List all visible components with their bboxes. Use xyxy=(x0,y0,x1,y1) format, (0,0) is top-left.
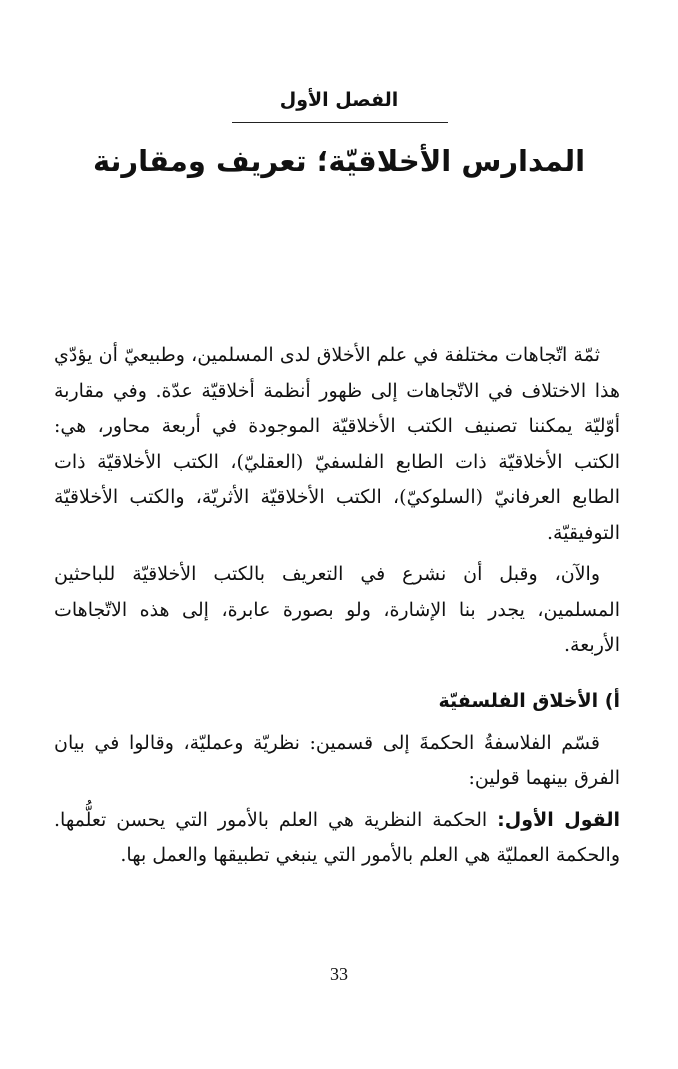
chapter-title: المدارس الأخلاقيّة؛ تعريف ومقارنة xyxy=(92,144,586,178)
chapter-label: الفصل الأول xyxy=(279,89,399,111)
page-number: 33 xyxy=(330,964,348,984)
first-saying-text: الحكمة النظرية هي العلم بالأمور التي يحسن تعلُّمها. والحكمة العمليّة هي العلم بالأمور التي ينبغي تطبيقها والعمل بها. xyxy=(54,808,620,866)
section-heading: أ) الأخلاق الفلسفيّة xyxy=(438,689,620,712)
first-saying-label: القول الأول: xyxy=(497,808,620,831)
chapter-divider xyxy=(232,122,448,123)
body-text xyxy=(54,338,620,874)
paragraph-transition: والآن، وقبل أن نشرع في التعريف بالكتب الأخلاقيّة للباحثين المسلمين، يجدر بنا الإشارة، ولو بصورة عابرة، إلى هذه الاتّجاهات الأربعة. xyxy=(54,563,620,656)
paragraph-intro: ثمّة اتّجاهات مختلفة في علم الأخلاق لدى المسلمين، وطبيعيّ أن يؤدّي هذا الاختلاف في الاتّجاهات إلى ظهور أنظمة أخلاقيّة عدّة. وفي مقاربة أوّليّة يمكننا تصنيف الكتب الأخلاقيّة الموجودة في أربعة محاور، هي: الكتب الأخلاقيّة ذات الطابع الفلسفيّ (العقليّ)، الكتب الأخلاقيّة ذات الطابع العرفانيّ (السلوكيّ)، الكتب الأخلاقيّة الأثريّة، والكتب الأخلاقيّة التوفيقيّة. xyxy=(54,344,620,544)
paragraph-first-saying xyxy=(54,803,620,874)
paragraph-section: قسّم الفلاسفةُ الحكمةَ إلى قسمين: نظريّة وعمليّة، وقالوا في بيان الفرق بينهما قولين: xyxy=(54,731,620,789)
